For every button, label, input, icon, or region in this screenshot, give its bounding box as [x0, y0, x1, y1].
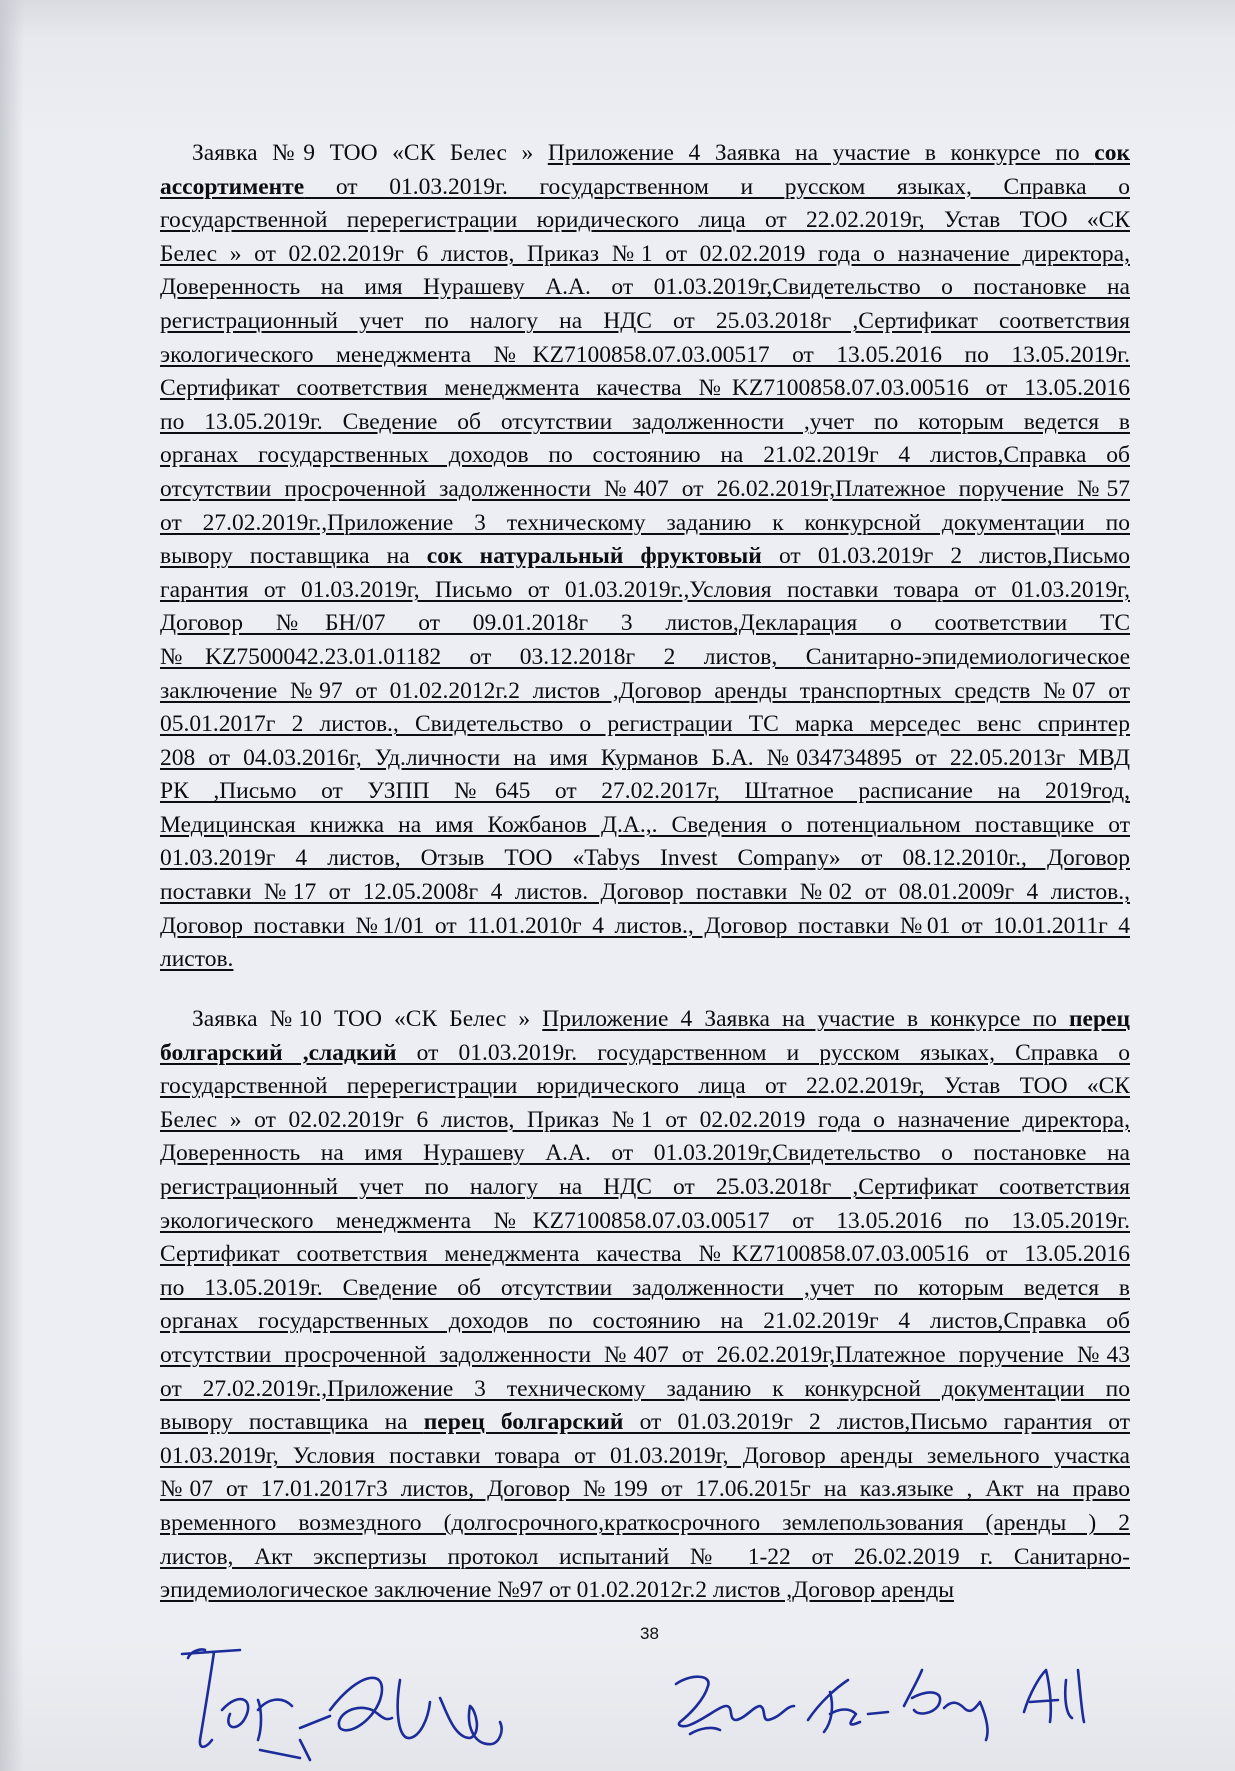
text-line	[160, 305, 1130, 339]
text-run: отсутствии просроченной задолженности №407 от 26.02.2019г,Платежное поручение №57	[160, 475, 1130, 502]
text-line	[160, 641, 1130, 675]
text-line	[160, 1238, 1130, 1272]
text-line	[160, 204, 1130, 238]
text-run: по 13.05.2019г. Сведение об отсутствии задолженности ,учет по которым ведется в	[160, 408, 1130, 435]
text-run: Сертификат соответствия менеджмента качества №KZ7100858.07.03.00516 от 13.05.2016	[160, 1241, 1130, 1268]
text-run: вывору поставщика на	[160, 543, 427, 570]
text-line	[160, 1440, 1130, 1474]
text-line	[160, 1507, 1130, 1541]
text-line	[160, 137, 1130, 171]
text-run: эпидемиологическое заключение №97 от 01.02.2012г.2 листов ,Договор аренды	[160, 1577, 954, 1604]
text-line	[160, 473, 1130, 507]
text-line	[160, 708, 1130, 742]
text-run: от 27.02.2019г.,Приложение 3 техническому заданию к конкурсной документации по	[160, 509, 1130, 536]
text-line	[160, 574, 1130, 608]
text-line	[160, 271, 1130, 305]
text-line	[160, 238, 1130, 272]
text-run: от 01.03.2019г. государственном и русском языках, Справка о	[304, 173, 1130, 200]
page-number: 38	[640, 1624, 659, 1643]
text-run: государственной перерегистрации юридического лица от 22.02.2019г, Устав ТОО «СК	[160, 207, 1130, 234]
signatures-block	[0, 1610, 1235, 1771]
text-run: Сертификат соответствия менеджмента качества №KZ7100858.07.03.00516 от 13.05.2016	[160, 375, 1130, 402]
text-run: Заявка №10 ТОО «СК Белес »	[192, 1006, 543, 1032]
text-run: Заявка №9 ТОО «СК Белес »	[192, 140, 548, 166]
text-line	[160, 1171, 1130, 1205]
text-line	[160, 809, 1130, 843]
text-run: экологического менеджмента №KZ7100858.07.03.00517 от 13.05.2016 по 13.05.2019г.	[160, 1207, 1130, 1234]
text-run: листов, Акт экспертизы протокол испытаний № 1-22 от 26.02.2019 г. Санитарно-	[160, 1543, 1130, 1570]
text-run: листов.	[160, 946, 234, 973]
scan-shadow	[0, 0, 24, 1771]
text-run: вывору поставщика на	[160, 1409, 424, 1436]
text-run: отсутствии просроченной задолженности №407 от 26.02.2019г,Платежное поручение №43	[160, 1341, 1130, 1368]
text-run: 05.01.2017г 2 листов., Свидетельство о регистрации ТС марка мерседес венс спринтер	[160, 711, 1130, 738]
bold-text-run: перец	[1068, 1006, 1130, 1032]
text-run: регистрационный учет по налогу на НДС от 25.03.2018г ,Сертификат соответствия	[160, 1173, 1130, 1200]
text-line	[160, 1272, 1130, 1306]
text-run: гарантия от 01.03.2019г, Письмо от 01.03.2019г.,Условия поставки товара от 01.03.2019г,	[160, 576, 1130, 603]
text-line	[160, 372, 1130, 406]
text-run: по 13.05.2019г. Сведение об отсутствии задолженности ,учет по которым ведется в	[160, 1274, 1130, 1301]
text-run: органах государственных доходов по состоянию на 21.02.2019г 4 листов,Справка об	[160, 1308, 1130, 1335]
text-run: Санитарно-эпидемиологическое	[805, 643, 1130, 670]
text-run: от 01.03.2019г 2 листов,Письмо гарантия от	[623, 1409, 1130, 1436]
text-line	[160, 1104, 1130, 1138]
text-line	[160, 842, 1130, 876]
text-run: Приложение 4 Заявка на участие в конкурсе по	[547, 140, 1095, 166]
text-run: РК ,Письмо от УЗПП №645 от 27.02.2017г, Штатное расписание на 2019год,	[160, 778, 1130, 805]
text-run: Доверенность на имя Нурашеву А.А. от 01.03.2019г,Свидетельство о постановке на	[160, 1140, 1130, 1167]
text-line	[160, 607, 1130, 641]
text-run: 01.03.2019г 4 листов, Отзыв ТОО «Tabys Invest Company» от 08.12.2010г., Договор	[160, 845, 1130, 872]
text-line	[160, 406, 1130, 440]
text-run: Приложение 4 Заявка на участие в конкурсе по	[542, 1006, 1069, 1032]
text-run: временного возмездного (долгосрочного,краткосрочного землепользования (аренды ) 2	[160, 1509, 1130, 1536]
text-line	[160, 1070, 1130, 1104]
text-line	[160, 507, 1130, 541]
bold-text-run: ассортименте	[160, 173, 305, 200]
text-line	[160, 910, 1130, 944]
text-line	[160, 339, 1130, 373]
text-run: государственной перерегистрации юридического лица от 22.02.2019г, Устав ТОО «СК	[160, 1073, 1130, 1100]
text-run: Договор поставки №1/01 от 11.01.2010г 4 листов., Договор поставки №01 от 10.01.2011г 4	[160, 912, 1130, 939]
text-run: Доверенность на имя Нурашеву А.А. от 01.03.2019г,Свидетельство о постановке на	[160, 274, 1130, 301]
text-run: заключение №97 от 01.02.2012г.2 листов ,Договор аренды транспортных средств №07 от	[160, 677, 1130, 704]
signature-2	[676, 1670, 988, 1740]
text-line	[160, 1137, 1130, 1171]
text-line	[160, 876, 1130, 910]
signature-1	[182, 1649, 502, 1760]
text-line	[160, 1305, 1130, 1339]
text-line	[160, 171, 1130, 205]
bold-text-run: сок натуральный фруктовый	[426, 543, 762, 570]
text-line	[160, 775, 1130, 809]
text-run: экологического менеджмента №KZ7100858.07.03.00517 от 13.05.2016 по 13.05.2019г.	[160, 341, 1130, 368]
text-run: Белес » от 02.02.2019г 6 листов, Приказ №1 от 02.02.2019 года о назначение директора,	[160, 240, 1130, 267]
signature-3	[1024, 1670, 1084, 1722]
text-line	[160, 943, 1130, 977]
text-run: 01.03.2019г, Условия поставки товара от 01.03.2019г, Договор аренды земельного участка	[160, 1442, 1130, 1469]
text-line	[160, 1003, 1130, 1037]
text-line	[160, 1339, 1130, 1373]
text-line	[160, 742, 1130, 776]
bold-text-run: болгарский ,сладкий	[160, 1039, 397, 1066]
paragraph-application-9	[160, 137, 1130, 977]
text-run: от 01.03.2019г 2 листов,Письмо	[761, 543, 1130, 570]
text-line	[160, 1473, 1130, 1507]
text-run: Медицинская книжка на имя Кожбанов Д.А.,. Сведения о потенциальном поставщике от	[160, 811, 1130, 838]
text-run: поставки №17 от 12.05.2008г 4 листов. Договор поставки №02 от 08.01.2009г 4 листов.,	[160, 879, 1130, 906]
paragraph-application-10	[160, 1003, 1130, 1608]
text-run: Договор №БН/07 от 09.01.2018г 3 листов,Декларация о соответствии ТС	[160, 610, 1130, 637]
text-line	[160, 1205, 1130, 1239]
text-run: 208 от 04.03.2016г, Уд.личности на имя Курманов Б.А. №034734895 от 22.05.2013г МВД	[160, 744, 1130, 771]
text-line	[160, 439, 1130, 473]
bold-text-run: сок	[1094, 140, 1130, 166]
text-run: органах государственных доходов по состоянию на 21.02.2019г 4 листов,Справка об	[160, 442, 1130, 469]
text-run: Белес » от 02.02.2019г 6 листов, Приказ №1 от 02.02.2019 года о назначение директора,	[160, 1106, 1130, 1133]
text-line	[160, 540, 1130, 574]
text-line	[160, 1037, 1130, 1071]
text-line	[160, 1373, 1130, 1407]
text-line	[160, 675, 1130, 709]
text-line	[160, 1574, 1130, 1608]
text-run: регистрационный учет по налогу на НДС от 25.03.2018г ,Сертификат соответствия	[160, 307, 1130, 334]
text-run: №KZ7500042.23.01.01182 от 03.12.2018г 2 листов,	[160, 643, 806, 670]
text-run: от 27.02.2019г.,Приложение 3 техническому заданию к конкурсной документации по	[160, 1375, 1130, 1402]
text-run: от 01.03.2019г. государственном и русском языках, Справка о	[396, 1039, 1130, 1066]
text-line	[160, 1541, 1130, 1575]
bold-text-run: перец болгарский	[423, 1409, 624, 1436]
text-line	[160, 1406, 1130, 1440]
text-run: №07 от 17.01.2017г3 листов, Договор №199 от 17.06.2015г на каз.языке , Акт на право	[160, 1476, 1130, 1503]
